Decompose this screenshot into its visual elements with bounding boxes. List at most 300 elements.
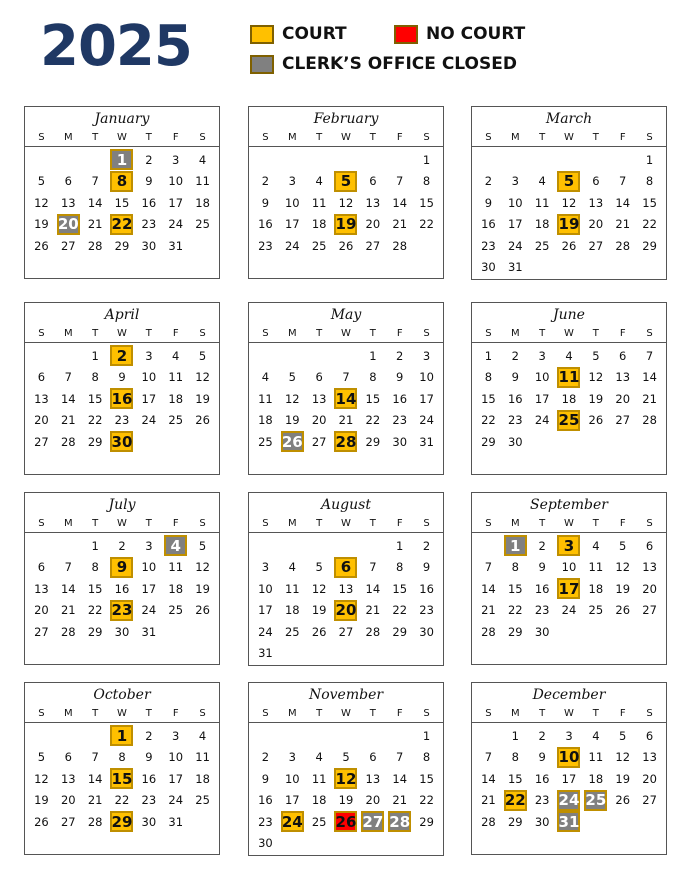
day-cell xyxy=(82,535,109,557)
weekday-header: T xyxy=(539,132,546,143)
weekday-header-row xyxy=(25,326,219,343)
day-number: 16 xyxy=(481,217,496,232)
day-cell xyxy=(82,790,109,812)
day-number: 27 xyxy=(615,413,631,428)
day-number: 11 xyxy=(195,750,210,765)
day-number: 11 xyxy=(195,174,210,189)
day-number: 25 xyxy=(168,603,184,618)
day-cell xyxy=(109,600,136,622)
day-number: 22 xyxy=(87,413,103,428)
day-number: 28 xyxy=(481,624,496,639)
month-title: February xyxy=(313,111,379,127)
day-cell xyxy=(386,345,413,367)
day-number: 21 xyxy=(338,413,354,428)
day-number: 23 xyxy=(534,603,550,618)
day-number: 7 xyxy=(645,348,654,363)
day-cell xyxy=(306,621,333,643)
day-number: 26 xyxy=(195,603,210,618)
day-cell xyxy=(529,214,556,236)
day-number: 10 xyxy=(141,370,157,385)
day-cell xyxy=(502,388,529,410)
day-number: 29 xyxy=(392,624,408,639)
day-number: 22 xyxy=(481,413,496,428)
day-number: 12 xyxy=(34,771,49,786)
weekday-header: T xyxy=(592,328,599,339)
day-number: 1 xyxy=(91,348,99,363)
day-number: 27 xyxy=(642,603,657,618)
day-cell xyxy=(413,768,440,790)
day-number: 17 xyxy=(141,391,157,406)
day-cell xyxy=(306,410,333,432)
weekday-header: W xyxy=(117,328,127,339)
day-cell xyxy=(582,345,609,367)
weekday-header-row xyxy=(249,706,443,723)
day-number: 21 xyxy=(60,413,76,428)
court-day: 1 xyxy=(110,725,133,746)
day-number: 12 xyxy=(588,370,604,385)
day-cell xyxy=(636,535,663,557)
day-cell xyxy=(162,811,189,833)
day-number: 24 xyxy=(534,413,550,428)
day-number: 2 xyxy=(145,152,153,167)
day-number: 10 xyxy=(419,370,434,385)
day-cell xyxy=(529,345,556,367)
day-number: 3 xyxy=(565,728,573,743)
day-cell xyxy=(359,747,386,769)
day-cell xyxy=(82,747,109,769)
day-number: 17 xyxy=(284,217,300,232)
day-cell xyxy=(306,600,333,622)
day-cell xyxy=(109,790,136,812)
day-cell xyxy=(359,621,386,643)
month-title: July xyxy=(108,497,136,513)
day-number: 30 xyxy=(141,238,157,253)
day-number: 10 xyxy=(534,370,550,385)
day-cell xyxy=(529,192,556,214)
day-number: 16 xyxy=(141,771,157,786)
day-cell xyxy=(413,747,440,769)
day-cell xyxy=(28,768,55,790)
weekday-header: F xyxy=(619,132,626,143)
day-number: 3 xyxy=(145,538,153,553)
day-number: 10 xyxy=(141,560,157,575)
day-number: 24 xyxy=(168,793,184,808)
day-cell xyxy=(556,171,583,193)
day-cell xyxy=(582,214,609,236)
empty-day-cell xyxy=(359,149,386,171)
weekday-header: M xyxy=(287,708,297,719)
day-number: 24 xyxy=(168,217,184,232)
day-cell xyxy=(475,388,502,410)
day-cell xyxy=(529,171,556,193)
day-grid xyxy=(25,533,219,647)
day-number: 9 xyxy=(422,560,431,575)
day-number: 26 xyxy=(338,238,354,253)
day-cell xyxy=(135,725,162,747)
day-cell xyxy=(279,557,306,579)
day-number: 16 xyxy=(507,391,523,406)
day-cell xyxy=(333,367,360,389)
day-number: 21 xyxy=(392,793,408,808)
day-cell xyxy=(82,557,109,579)
day-number: 11 xyxy=(168,560,184,575)
day-cell xyxy=(55,600,82,622)
day-number: 5 xyxy=(592,348,600,363)
day-number: 5 xyxy=(198,348,207,363)
day-number: 12 xyxy=(615,750,631,765)
weekday-header: W xyxy=(341,132,351,143)
day-cell xyxy=(475,557,502,579)
day-cell xyxy=(502,431,529,453)
day-cell xyxy=(55,811,82,833)
day-number: 25 xyxy=(284,624,300,639)
day-cell xyxy=(135,171,162,193)
day-cell xyxy=(582,790,609,812)
court-day: 5 xyxy=(557,171,580,192)
day-cell xyxy=(359,811,386,833)
day-cell xyxy=(582,367,609,389)
day-cell xyxy=(529,535,556,557)
day-number: 22 xyxy=(365,413,381,428)
day-cell xyxy=(413,578,440,600)
day-cell xyxy=(82,345,109,367)
day-cell xyxy=(55,578,82,600)
empty-day-cell xyxy=(475,725,502,747)
day-grid xyxy=(472,723,666,837)
day-cell xyxy=(28,557,55,579)
day-number: 4 xyxy=(592,538,600,553)
day-cell xyxy=(333,388,360,410)
weekday-header: W xyxy=(564,328,574,339)
day-cell xyxy=(252,214,279,236)
day-number: 14 xyxy=(60,391,76,406)
court-day: 12 xyxy=(335,769,357,788)
day-cell xyxy=(135,578,162,600)
day-cell xyxy=(582,410,609,432)
closed-swatch xyxy=(250,55,274,74)
day-number: 25 xyxy=(311,238,327,253)
month-title: March xyxy=(545,111,593,127)
day-number: 28 xyxy=(87,238,103,253)
day-cell xyxy=(28,578,55,600)
day-cell xyxy=(359,557,386,579)
day-number: 18 xyxy=(311,217,327,232)
day-cell xyxy=(556,557,583,579)
day-cell xyxy=(28,431,55,453)
day-number: 8 xyxy=(511,560,519,575)
weekday-header: M xyxy=(63,708,73,719)
day-number: 6 xyxy=(645,728,654,743)
day-cell xyxy=(189,367,216,389)
day-number: 30 xyxy=(534,624,550,639)
empty-day-cell xyxy=(28,149,55,171)
weekday-header: S xyxy=(646,328,653,339)
weekday-header: W xyxy=(117,132,127,143)
clerk-closed-day: 1 xyxy=(110,149,133,170)
weekday-header: M xyxy=(287,328,297,339)
weekday-header: W xyxy=(564,132,574,143)
day-number: 12 xyxy=(195,370,210,385)
day-cell xyxy=(556,725,583,747)
day-number: 25 xyxy=(534,238,550,253)
day-number: 15 xyxy=(114,195,130,210)
month-may xyxy=(248,302,444,475)
day-number: 10 xyxy=(258,581,273,596)
day-number: 20 xyxy=(34,413,49,428)
day-number: 5 xyxy=(198,538,207,553)
weekday-header: T xyxy=(316,708,323,719)
day-number: 26 xyxy=(561,238,577,253)
day-number: 8 xyxy=(511,750,519,765)
day-cell xyxy=(28,747,55,769)
day-cell xyxy=(279,192,306,214)
day-number: 4 xyxy=(261,370,270,385)
day-number: 17 xyxy=(561,771,577,786)
day-cell xyxy=(82,431,109,453)
empty-day-cell xyxy=(55,725,82,747)
day-cell xyxy=(502,790,529,812)
day-cell xyxy=(55,388,82,410)
day-number: 15 xyxy=(507,771,523,786)
day-number: 28 xyxy=(87,814,103,829)
weekday-header-row xyxy=(472,130,666,147)
day-cell xyxy=(279,367,306,389)
day-number: 29 xyxy=(87,624,103,639)
day-cell xyxy=(279,388,306,410)
day-cell xyxy=(28,235,55,257)
weekday-header-row xyxy=(25,706,219,723)
day-number: 1 xyxy=(396,538,404,553)
day-number: 27 xyxy=(311,434,327,449)
day-cell xyxy=(279,621,306,643)
day-number: 16 xyxy=(141,195,157,210)
weekday-header: T xyxy=(592,518,599,529)
day-cell xyxy=(306,790,333,812)
day-number: 18 xyxy=(284,603,300,618)
day-cell xyxy=(529,388,556,410)
month-november xyxy=(248,682,444,856)
day-cell xyxy=(333,557,360,579)
day-number: 2 xyxy=(396,348,404,363)
day-cell xyxy=(475,747,502,769)
day-cell xyxy=(609,214,636,236)
empty-day-cell xyxy=(55,345,82,367)
day-cell xyxy=(189,214,216,236)
day-number: 28 xyxy=(615,238,631,253)
weekday-header: F xyxy=(172,518,179,529)
day-cell xyxy=(359,345,386,367)
weekday-header: F xyxy=(396,328,403,339)
weekday-header: T xyxy=(92,708,99,719)
day-number: 4 xyxy=(198,152,207,167)
day-number: 14 xyxy=(392,771,408,786)
day-cell xyxy=(413,192,440,214)
day-number: 17 xyxy=(284,793,300,808)
empty-day-cell xyxy=(306,535,333,557)
day-number: 6 xyxy=(64,174,72,189)
day-cell xyxy=(252,621,279,643)
day-cell xyxy=(109,149,136,171)
day-cell xyxy=(556,388,583,410)
day-cell xyxy=(609,388,636,410)
day-cell xyxy=(502,811,529,833)
day-number: 24 xyxy=(561,603,577,618)
day-cell xyxy=(502,621,529,643)
weekday-header: T xyxy=(316,132,323,143)
court-day: 17 xyxy=(558,579,580,598)
day-number: 10 xyxy=(284,195,300,210)
day-cell xyxy=(189,388,216,410)
day-cell xyxy=(82,388,109,410)
day-cell xyxy=(556,345,583,367)
day-cell xyxy=(135,235,162,257)
day-number: 17 xyxy=(507,217,523,232)
day-number: 14 xyxy=(642,370,657,385)
day-number: 13 xyxy=(642,750,657,765)
day-number: 3 xyxy=(261,560,270,575)
day-cell xyxy=(55,431,82,453)
court-day: 9 xyxy=(110,557,133,578)
weekday-header: T xyxy=(592,132,599,143)
day-number: 14 xyxy=(392,195,408,210)
day-number: 13 xyxy=(365,195,381,210)
day-cell xyxy=(82,214,109,236)
day-cell xyxy=(82,600,109,622)
court-day: 10 xyxy=(558,748,580,767)
day-number: 23 xyxy=(534,793,550,808)
day-cell xyxy=(162,557,189,579)
day-cell xyxy=(189,557,216,579)
day-cell xyxy=(135,214,162,236)
empty-day-cell xyxy=(306,345,333,367)
month-december xyxy=(471,682,667,855)
day-cell xyxy=(359,790,386,812)
weekday-header: S xyxy=(423,328,430,339)
day-number: 15 xyxy=(419,195,434,210)
day-cell xyxy=(135,410,162,432)
day-cell xyxy=(475,345,502,367)
empty-day-cell xyxy=(28,535,55,557)
day-number: 15 xyxy=(87,581,103,596)
weekday-header: S xyxy=(199,132,206,143)
day-number: 5 xyxy=(37,174,46,189)
day-cell xyxy=(413,725,440,747)
day-cell xyxy=(475,410,502,432)
day-number: 18 xyxy=(168,391,184,406)
day-cell xyxy=(109,214,136,236)
day-number: 31 xyxy=(419,434,434,449)
empty-day-cell xyxy=(252,535,279,557)
day-cell xyxy=(109,345,136,367)
day-number: 5 xyxy=(619,538,627,553)
weekday-header: T xyxy=(539,518,546,529)
day-number: 11 xyxy=(311,195,327,210)
empty-day-cell xyxy=(333,535,360,557)
day-number: 19 xyxy=(311,603,327,618)
day-cell xyxy=(359,192,386,214)
day-number: 28 xyxy=(60,624,76,639)
day-cell xyxy=(252,171,279,193)
day-cell xyxy=(609,600,636,622)
day-number: 7 xyxy=(396,750,404,765)
weekday-header-row xyxy=(249,326,443,343)
day-cell xyxy=(386,600,413,622)
day-cell xyxy=(28,621,55,643)
day-number: 6 xyxy=(37,370,46,385)
weekday-header: S xyxy=(646,518,653,529)
day-cell xyxy=(636,578,663,600)
day-cell xyxy=(306,388,333,410)
day-cell xyxy=(162,535,189,557)
day-cell xyxy=(386,431,413,453)
day-number: 5 xyxy=(288,370,296,385)
day-number: 14 xyxy=(481,581,496,596)
day-number: 22 xyxy=(392,603,408,618)
court-day: 5 xyxy=(334,171,357,192)
day-number: 26 xyxy=(311,624,327,639)
day-cell xyxy=(529,621,556,643)
day-cell xyxy=(306,235,333,257)
day-number: 8 xyxy=(91,560,99,575)
day-number: 7 xyxy=(484,560,493,575)
day-number: 23 xyxy=(507,413,523,428)
day-cell xyxy=(582,600,609,622)
day-number: 25 xyxy=(195,217,210,232)
day-number: 11 xyxy=(588,560,604,575)
day-number: 21 xyxy=(481,793,496,808)
day-cell xyxy=(135,557,162,579)
day-number: 26 xyxy=(34,238,49,253)
day-cell xyxy=(306,367,333,389)
day-cell xyxy=(55,367,82,389)
day-cell xyxy=(109,431,136,453)
day-cell xyxy=(189,790,216,812)
day-cell xyxy=(582,388,609,410)
day-number: 7 xyxy=(396,174,404,189)
day-number: 4 xyxy=(538,174,546,189)
day-number: 6 xyxy=(369,174,377,189)
day-cell xyxy=(386,811,413,833)
day-cell xyxy=(609,235,636,257)
court-day: 15 xyxy=(111,769,133,788)
day-cell xyxy=(252,557,279,579)
day-cell xyxy=(109,235,136,257)
day-number: 13 xyxy=(588,195,604,210)
day-cell xyxy=(109,578,136,600)
day-number: 8 xyxy=(396,560,404,575)
day-number: 19 xyxy=(615,581,631,596)
court-day: 11 xyxy=(558,368,580,387)
day-number: 6 xyxy=(645,538,654,553)
day-number: 20 xyxy=(365,217,381,232)
weekday-header: S xyxy=(485,708,492,719)
day-number: 18 xyxy=(561,391,577,406)
day-cell xyxy=(135,345,162,367)
day-cell xyxy=(582,535,609,557)
day-cell xyxy=(502,768,529,790)
day-number: 9 xyxy=(118,370,126,385)
weekday-header: S xyxy=(199,708,206,719)
weekday-header: T xyxy=(145,132,152,143)
day-number: 5 xyxy=(619,728,627,743)
day-number: 30 xyxy=(534,814,550,829)
weekday-header: M xyxy=(510,708,520,719)
day-cell xyxy=(636,149,663,171)
day-number: 20 xyxy=(642,581,657,596)
day-cell xyxy=(386,367,413,389)
day-cell xyxy=(252,410,279,432)
weekday-header: W xyxy=(341,328,351,339)
